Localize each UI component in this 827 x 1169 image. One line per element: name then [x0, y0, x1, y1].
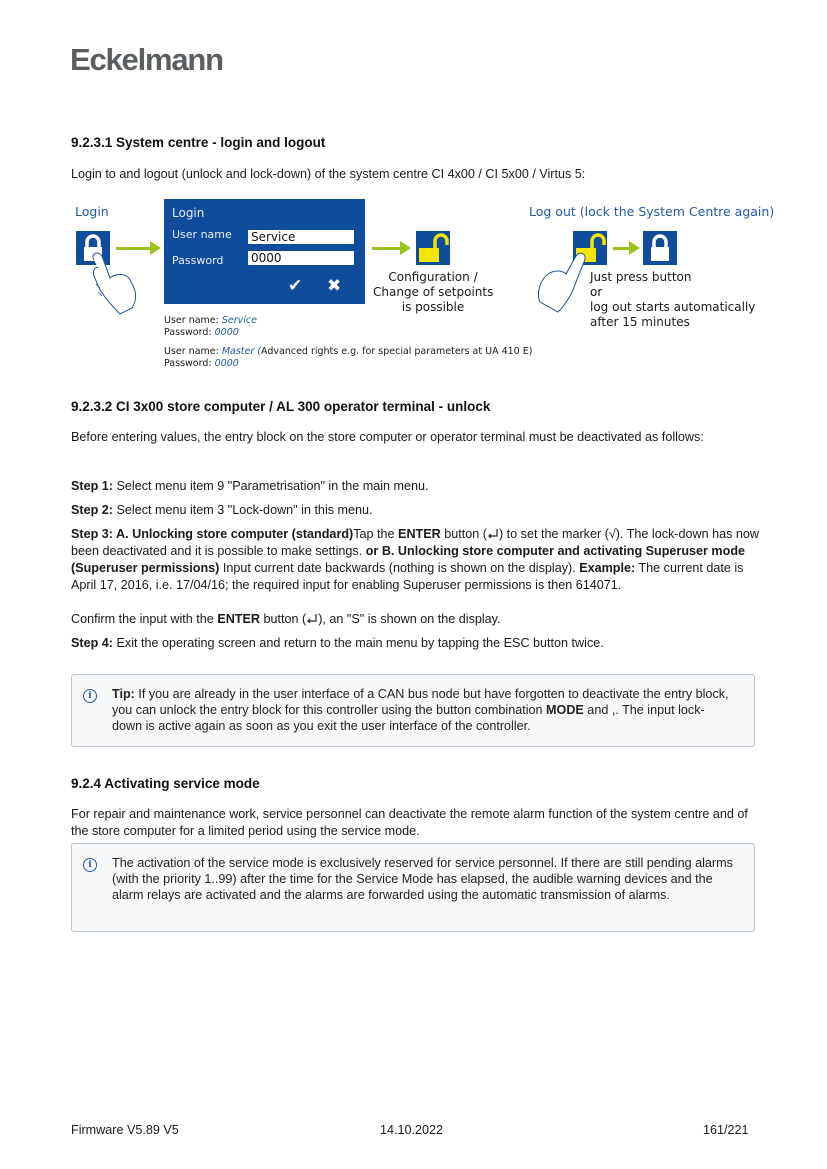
eckelmann-logo: Eckelmann: [70, 42, 223, 77]
info-icon: i: [83, 689, 97, 703]
login-logout-figure: [70, 198, 775, 373]
tip-box: [71, 674, 755, 747]
section-heading-9-2-3-2: 9.2.3.2 CI 3x00 store computer / AL 300 operator terminal - unlock: [71, 399, 491, 414]
login-dialog: [164, 199, 365, 304]
check-icon[interactable]: ✔: [288, 276, 303, 296]
hand-pointer-icon: [80, 250, 150, 316]
login-dialog-title: Login: [172, 206, 205, 220]
arrow-right-icon: [116, 247, 152, 250]
password-field[interactable]: 0000: [248, 251, 354, 265]
logout-caption: Just press button or log out starts automatically after 15 minutes: [590, 270, 756, 329]
footer-firmware: Firmware V5.89 V5: [71, 1123, 179, 1137]
section-heading-9-2-4: 9.2.4 Activating service mode: [71, 776, 260, 791]
footer-date: 14.10.2022: [380, 1123, 444, 1137]
step-2: Step 2: Select menu item 3 "Lock-down" in this menu.: [71, 503, 373, 517]
hand-pointer-icon: [536, 250, 592, 316]
section-1-intro: Login to and logout (unlock and lock-down) of the system centre CI 4x00 / CI 5x00 / Virtus 5:: [71, 167, 586, 181]
info-icon: i: [83, 858, 97, 872]
locked-lock-icon: [643, 231, 677, 265]
confirm-input: Confirm the input with the ENTER button ( ), an "S" is shown on the display.: [71, 612, 501, 626]
arrow-right-icon: [372, 247, 402, 250]
arrow-right-icon: [613, 247, 631, 250]
unlocked-lock-icon: [416, 231, 450, 265]
close-icon[interactable]: ✖: [327, 276, 342, 296]
step-3: Step 3: A. Unlocking store computer (standard)Tap the ENTER button ( ) to set the marker (√). The lock-down has now been deactivated and it is possible to make settings. or B. Unlocking store computer and activating Superuser mode (Superuser permissions) Input current date backwards (nothing is shown on the display). Example: The current date is April 17, 2016, i.e. 17/04/16; the required input for enabling Superuser permissions is then 614071.: [71, 527, 760, 592]
step-1: Step 1: Select menu item 9 "Parametrisation" in the main menu.: [71, 479, 429, 493]
login-label: Login: [75, 204, 109, 219]
tip-text: Tip: If you are already in the user interface of a CAN bus node but have forgotten to deactivate the entry block, you can unlock the entry block for this controller using the button combination MODE and ,. The input lock-down is active again as soon as you exit the user interface of the controller.: [112, 687, 729, 733]
section-heading-9-2-3-1: 9.2.3.1 System centre - login and logout: [71, 135, 326, 150]
credentials-service: User name: Service Password: 0000: [164, 315, 257, 338]
credentials-master: User name: Master (Advanced rights e.g. for special parameters at UA 410 E) Password: 0000: [164, 346, 533, 369]
password-label: Password: [172, 254, 224, 267]
logout-label: Log out (lock the System Centre again): [529, 204, 775, 219]
section-3-intro: For repair and maintenance work, service personnel can deactivate the remote alarm function of the system centre and of the store computer for a limited period using the service mode.: [71, 807, 748, 838]
enter-key-icon: [487, 529, 499, 539]
username-field[interactable]: Service: [248, 230, 354, 244]
service-mode-note: [71, 843, 755, 932]
enter-key-icon: [306, 614, 318, 624]
unlocked-caption: Configuration / Change of setpoints is possible: [373, 270, 494, 314]
username-label: User name: [172, 228, 232, 241]
section-2-intro: Before entering values, the entry block on the store computer or operator terminal must be deactivated as follows:: [71, 430, 704, 444]
footer-page-number: 161/221: [703, 1123, 749, 1137]
service-mode-note-text: The activation of the service mode is exclusively reserved for service personnel. If there are still pending alarms (with the priority 1..99) after the time for the Service Mode has elapsed, the audible warning devices and the alarm relays are activated and the alarms are forwarded using the automatic transmission of alarms.: [112, 856, 733, 902]
step-4: Step 4: Exit the operating screen and return to the main menu by tapping the ESC button twice.: [71, 636, 604, 650]
